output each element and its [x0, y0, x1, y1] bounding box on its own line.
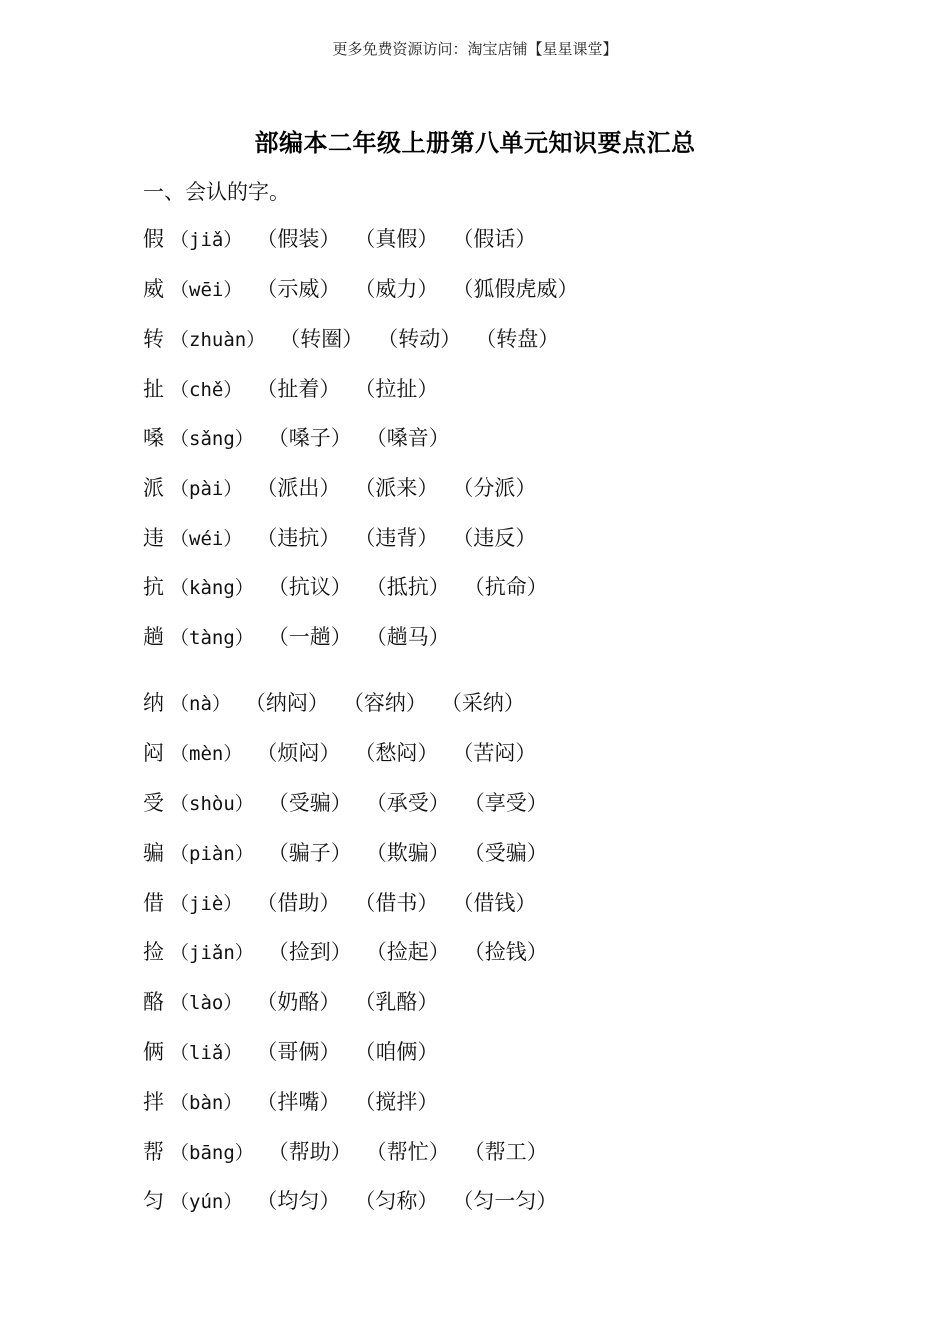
character: 假: [143, 227, 164, 251]
character-row: [143, 572, 548, 602]
character: 酪: [143, 990, 164, 1014]
character-row: [143, 473, 536, 503]
section-heading: 一、会认的字。: [143, 180, 290, 204]
character: 闷: [143, 741, 164, 765]
example-word: （帮助）: [267, 1140, 352, 1164]
example-word: （拉扯）: [354, 377, 439, 401]
pinyin: （tàng）: [170, 627, 254, 649]
pinyin: （bàn）: [170, 1092, 243, 1114]
example-word: （受骗）: [267, 791, 352, 815]
character-row: [143, 1087, 438, 1117]
example-word: （苦闷）: [452, 741, 537, 765]
example-word: （容纳）: [342, 691, 427, 715]
pinyin: （kàng）: [170, 577, 254, 599]
pinyin: （jiè）: [170, 893, 243, 915]
pinyin: （yún）: [170, 1191, 243, 1213]
example-word: （拌嘴）: [256, 1090, 341, 1114]
character-row: [143, 324, 559, 354]
character-row: [143, 987, 438, 1017]
example-word: （假装）: [256, 227, 341, 251]
example-word: （抗议）: [267, 575, 352, 599]
character: 派: [143, 476, 164, 500]
example-word: （愁闷）: [354, 741, 439, 765]
example-word: （转盘）: [475, 327, 560, 351]
pinyin: （pài）: [170, 478, 243, 500]
example-word: （借钱）: [452, 891, 537, 915]
pinyin: （wēi）: [170, 279, 243, 301]
example-word: （狐假虎威）: [452, 277, 579, 301]
pinyin: （mèn）: [170, 743, 243, 765]
example-word: （匀一匀）: [452, 1189, 558, 1213]
character: 威: [143, 277, 164, 301]
example-word: （嗓音）: [365, 426, 450, 450]
character-row: [143, 937, 548, 967]
example-word: （威力）: [354, 277, 439, 301]
pinyin: （zhuàn）: [170, 329, 266, 351]
example-word: （咱俩）: [354, 1040, 439, 1064]
example-word: （纳闷）: [244, 691, 329, 715]
example-word: （真假）: [354, 227, 439, 251]
example-word: （烦闷）: [256, 741, 341, 765]
character: 拌: [143, 1090, 164, 1114]
character-row: [143, 224, 536, 254]
example-word: （哥俩）: [256, 1040, 341, 1064]
character-row: [143, 622, 450, 652]
example-word: （一趟）: [267, 625, 352, 649]
example-word: （乳酪）: [354, 990, 439, 1014]
example-word: （违抗）: [256, 526, 341, 550]
pinyin: （lào）: [170, 992, 243, 1014]
character: 转: [143, 327, 164, 351]
example-word: （捡钱）: [463, 940, 548, 964]
example-word: （捡起）: [365, 940, 450, 964]
character-row: [143, 423, 450, 453]
character: 匀: [143, 1189, 164, 1213]
character: 嗓: [143, 426, 164, 450]
pinyin: （chě）: [170, 379, 243, 401]
example-word: （违反）: [452, 526, 537, 550]
pinyin: （bāng）: [170, 1142, 254, 1164]
example-word: （欺骗）: [365, 841, 450, 865]
character-row: [143, 523, 536, 553]
character: 骗: [143, 841, 164, 865]
pinyin: （nà）: [170, 693, 231, 715]
character: 借: [143, 891, 164, 915]
example-word: （示威）: [256, 277, 341, 301]
character: 违: [143, 526, 164, 550]
example-word: （派来）: [354, 476, 439, 500]
character-row: [143, 1137, 548, 1167]
example-word: （借助）: [256, 891, 341, 915]
example-word: （转圈）: [279, 327, 364, 351]
pinyin: （liǎ）: [170, 1042, 243, 1064]
character-row: [143, 1186, 557, 1216]
example-word: （假话）: [452, 227, 537, 251]
character: 趟: [143, 625, 164, 649]
character-row: [143, 788, 548, 818]
example-word: （派出）: [256, 476, 341, 500]
character: 抗: [143, 575, 164, 599]
example-word: （分派）: [452, 476, 537, 500]
example-word: （奶酪）: [256, 990, 341, 1014]
character-row: [143, 888, 536, 918]
character-row: [143, 1037, 438, 1067]
example-word: （转动）: [377, 327, 462, 351]
example-word: （搅拌）: [354, 1090, 439, 1114]
example-word: （捡到）: [267, 940, 352, 964]
example-word: （承受）: [365, 791, 450, 815]
character-row: [143, 374, 438, 404]
character: 纳: [143, 691, 164, 715]
character-row: [143, 738, 536, 768]
example-word: （帮忙）: [365, 1140, 450, 1164]
character: 受: [143, 791, 164, 815]
header-note: 更多免费资源访问：淘宝店铺【星星课堂】: [332, 40, 618, 58]
example-word: （帮工）: [463, 1140, 548, 1164]
pinyin: （sǎng）: [170, 428, 254, 450]
pinyin: （jiǎ）: [170, 229, 243, 251]
example-word: （享受）: [463, 791, 548, 815]
pinyin: （jiǎn）: [170, 942, 254, 964]
example-word: （扯着）: [256, 377, 341, 401]
example-word: （借书）: [354, 891, 439, 915]
example-word: （匀称）: [354, 1189, 439, 1213]
pinyin: （piàn）: [170, 843, 254, 865]
example-word: （违背）: [354, 526, 439, 550]
example-word: （抗命）: [463, 575, 548, 599]
character-row: [143, 838, 548, 868]
character: 扯: [143, 377, 164, 401]
character-row: [143, 688, 525, 718]
character: 捡: [143, 940, 164, 964]
character: 帮: [143, 1140, 164, 1164]
example-word: （抵抗）: [365, 575, 450, 599]
example-word: （均匀）: [256, 1189, 341, 1213]
document-title: 部编本二年级上册第八单元知识要点汇总: [254, 129, 696, 157]
example-word: （采纳）: [440, 691, 525, 715]
example-word: （骗子）: [267, 841, 352, 865]
character: 俩: [143, 1040, 164, 1064]
pinyin: （shòu）: [170, 793, 254, 815]
example-word: （趟马）: [365, 625, 450, 649]
character-row: [143, 274, 578, 304]
example-word: （受骗）: [463, 841, 548, 865]
pinyin: （wéi）: [170, 528, 243, 550]
example-word: （嗓子）: [267, 426, 352, 450]
